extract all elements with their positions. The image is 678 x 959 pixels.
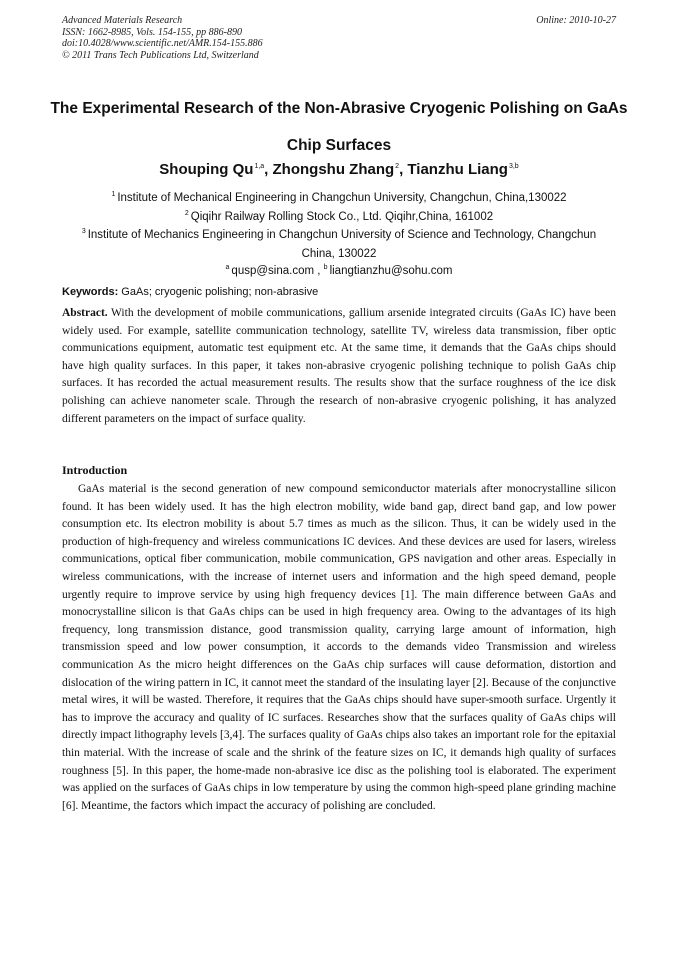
author-name: Tianzhu Liang bbox=[407, 161, 508, 178]
email-address: liangtianzhu@sohu.com bbox=[329, 265, 453, 277]
abstract-label: Abstract. bbox=[62, 307, 108, 319]
introduction-heading: Introduction bbox=[62, 463, 128, 477]
email-superscript: a bbox=[225, 264, 230, 271]
affiliations bbox=[70, 190, 608, 282]
keywords-text: GaAs; cryogenic polishing; non-abrasive bbox=[118, 286, 319, 298]
introduction-text: GaAs material is the second generation of new compound semiconductor materials after monocrystalline silicon found. It has been widely used. It has the high electron mobility, wide band gap, direct band gap, and low power consumption etc. Its electron mobility is about 5.7 times as much as the silicon. Thus, it can be widely used in the production of high-frequency and wireless communications IC devices. And these devices are used for lasers, wireless communications, optical fiber communication, mobile communication, GPS navigation and other areas. Especially in wireless communications, with the increase of internet users and information and the high speed demand, people urgently require to improve service by using high frequency devices [1]. The main difference between GaAs and monocrystalline silicon is that GaAs chips can be used in high frequency area. Owing to the advantages of its high frequency, long transmission distance, good transmission quality, carrying large amount of information, high transmission speed and low power consumption, it accords to the demands video Transmission and wireless communication As the micro height differences on the GaAs chip surfaces will cause deformation, distortion and dislocation of the wiring pattern in IC, it cannot meet the standard of the insulating layer [2]. Because of the conjunctive metal wires, it will be wasted. Therefore, it requires that the GaAs chips should have super-smooth surface. Urgently it has to improve the accuracy and quality of IC surfaces. Researches show that the surfaces quality of GaAs chips will directly impact lithography levels [3,4]. The surfaces quality of GaAs chips also takes an important role for the epitaxial thin material. With the increase of scale and the shrink of the feature sizes on IC, it demands high quality of surfaces roughness [5]. In this paper, the home-made non-abrasive ice disc as the polishing tool is elaborated. The experiment was applied on the surfaces of GaAs chips in low temperature by using the common high-speed plane grinding machine [6]. Meantime, the factors which impact the accuracy of polishing are concluded. bbox=[62, 483, 616, 812]
affiliation-item bbox=[70, 209, 608, 228]
email-address: qusp@sina.com bbox=[231, 265, 315, 277]
keywords-label: Keywords: bbox=[62, 286, 119, 298]
affiliation-item bbox=[70, 227, 608, 263]
journal-name: Advanced Materials Research bbox=[62, 15, 183, 26]
author-superscript: 3,b bbox=[508, 163, 519, 170]
affiliation-text: Qiqihr Railway Rolling Stock Co., Ltd. Qiqihr,China, 161002 bbox=[190, 210, 494, 223]
author-separator: , bbox=[264, 161, 273, 178]
author-name: Zhongshu Zhang bbox=[272, 161, 395, 178]
issn-line: ISSN: 1662-8985, Vols. 154-155, pp 886-890 bbox=[62, 26, 242, 38]
email-superscript: b bbox=[323, 264, 328, 271]
affiliation-text: Institute of Mechanics Engineering in Changchun University of Science and Technology, Changchun China, 130022 bbox=[87, 229, 597, 260]
abstract-section bbox=[62, 305, 616, 428]
online-date: Online: 2010-10-27 bbox=[536, 15, 616, 26]
email-line bbox=[70, 263, 608, 282]
affiliation-text: Institute of Mechanical Engineering in Changchun University, Changchun, China,130022 bbox=[117, 192, 567, 204]
abstract-text: With the development of mobile communications, gallium arsenide integrated circuits (GaAs IC) have been widely used. For example, satellite communication technology, satellite TV, wireless data transmission, fiber optic communications equipment, automatic test equipment etc. At the same time, it demands that the GaAs chips should have high quality surfaces. In this paper, it takes non-abrasive cryogenic polishing technique to polish GaAs chip surfaces. It has recorded the actual measurement results. The results show that the surface roughness of the ice disk polishing can achieve nanometer scale. Through the research of non-abrasive cryogenic polishing, it has analyzed different parameters on the impact of surface quality. bbox=[62, 307, 616, 425]
copyright-line: © 2011 Trans Tech Publications Ltd, Switzerland bbox=[62, 49, 259, 61]
paper-title: The Experimental Research of the Non-Abrasive Cryogenic Polishing on GaAs Chip Surfaces bbox=[50, 100, 628, 154]
email-separator: , bbox=[314, 265, 324, 277]
doi-line: doi:10.4028/www.scientific.net/AMR.154-155.886 bbox=[62, 38, 263, 49]
author-superscript: 1,a bbox=[254, 163, 265, 170]
keywords-section bbox=[62, 284, 616, 300]
author-line bbox=[40, 160, 638, 183]
affiliation-superscript: 2 bbox=[184, 209, 189, 217]
author-separator: , bbox=[399, 161, 408, 178]
author-name: Shouping Qu bbox=[159, 161, 254, 178]
author-superscript: 2 bbox=[395, 163, 400, 170]
journal-header bbox=[62, 15, 616, 61]
affiliation-superscript: 1 bbox=[111, 191, 116, 198]
affiliation-item bbox=[70, 190, 608, 209]
affiliation-superscript: 3 bbox=[81, 228, 86, 235]
